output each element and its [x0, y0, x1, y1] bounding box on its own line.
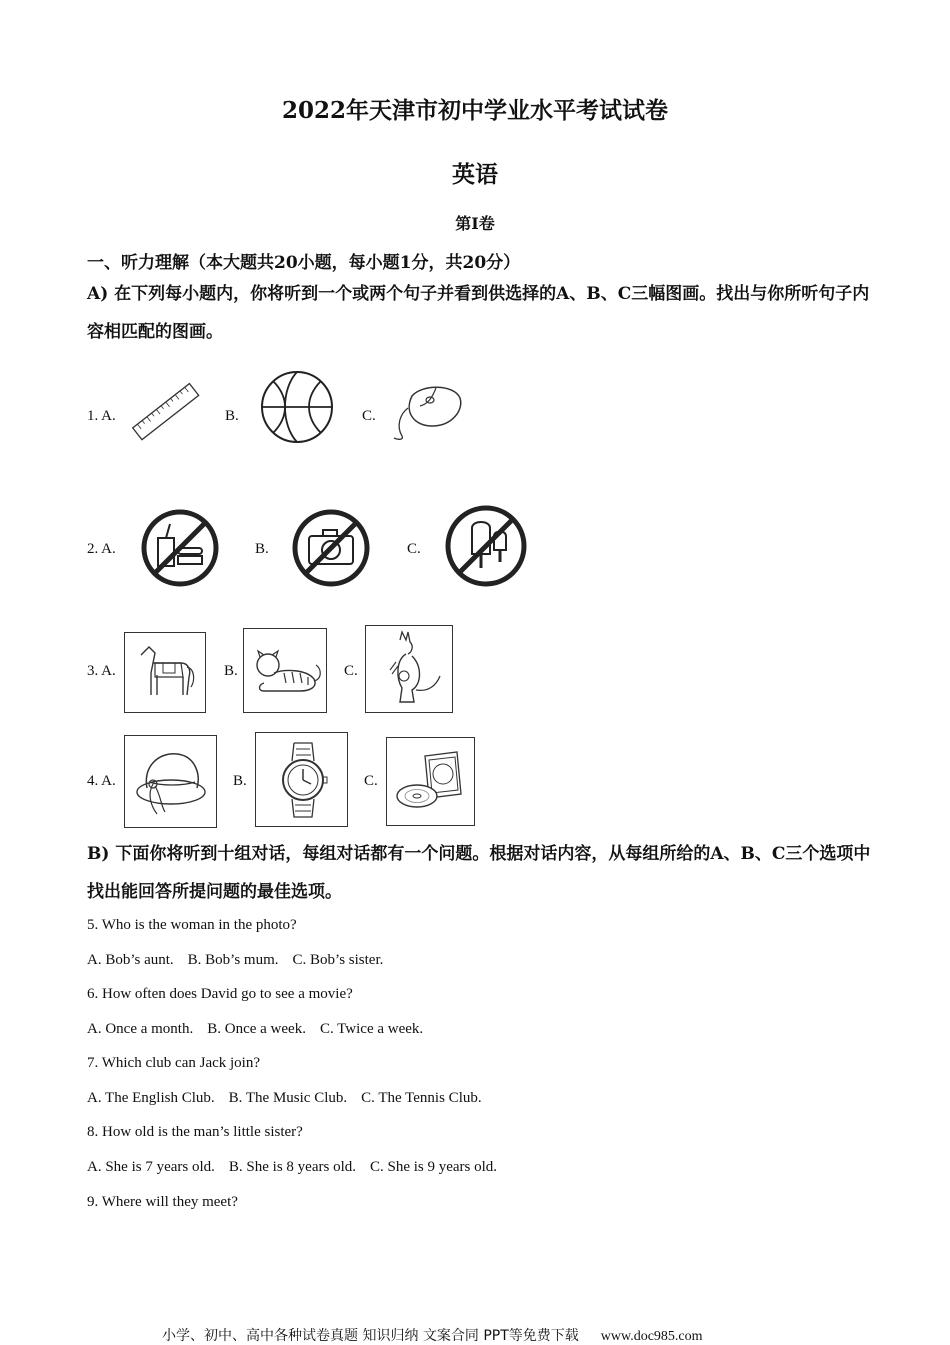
footer-text: 小学、初中、高中各种试卷真题 知识归纳 文案合同 PPT等免费下载 — [162, 1328, 579, 1344]
footer — [162, 1325, 703, 1345]
basketball-icon — [259, 369, 335, 445]
no-ice-cream-icon — [444, 504, 528, 588]
kangaroo-icon — [366, 626, 452, 712]
cd-icon — [387, 738, 474, 825]
q6-text: 6. How often does David go to see a movie? — [87, 986, 353, 1002]
footer-url[interactable]: www.doc985.com — [600, 1329, 703, 1344]
q6-option-b: B. Once a week. — [207, 1021, 306, 1037]
hat-picture — [124, 735, 217, 828]
no-camera-icon — [291, 508, 371, 588]
q7-options — [87, 1090, 482, 1107]
tiger-picture — [243, 628, 327, 713]
q8-options — [87, 1159, 497, 1176]
q8-text: 8. How old is the man’s little sister? — [87, 1124, 303, 1140]
q8-option-a: A. She is 7 years old. — [87, 1159, 215, 1175]
q5-options — [87, 952, 383, 969]
q4-b-label: B. — [233, 773, 247, 789]
watch-picture — [255, 732, 348, 827]
q2-c-label: C. — [407, 541, 421, 557]
q6-option-a: A. Once a month. — [87, 1021, 194, 1037]
section-a-instruction: A) 在下列每小题内，你将听到一个或两个句子并看到供选择的A、B、C三幅图画。找出与你所听句子内容相匹配的图画。 — [87, 284, 870, 342]
q3-c-label: C. — [344, 663, 358, 679]
section-b-instruction: B) 下面你将听到十组对话，每组对话都有一个问题。根据对话内容，从每组所给的A、B、C三个选项中找出能回答所提问题的最佳选项。 — [87, 844, 871, 902]
q5-option-c: C. Bob’s sister. — [292, 952, 384, 968]
horse-icon — [125, 633, 205, 712]
subject-title: 英语 — [452, 161, 498, 188]
q4-c-label: C. — [364, 773, 378, 789]
q4-label: 4. A. — [87, 773, 116, 789]
hat-icon — [125, 736, 216, 827]
q1-label: 1. A. — [87, 408, 116, 424]
q1-c-label: C. — [362, 408, 376, 424]
q1-b-label: B. — [225, 408, 239, 424]
tiger-icon — [244, 629, 326, 712]
q5-text: 5. Who is the woman in the photo? — [87, 917, 297, 933]
q7-text: 7. Which club can Jack join? — [87, 1055, 260, 1071]
listening-heading: 一、听力理解（本大题共20小题，每小题1分，共20分） — [87, 253, 521, 273]
q5-option-b: B. Bob’s mum. — [187, 952, 279, 968]
horse-picture — [124, 632, 206, 713]
q2-label: 2. A. — [87, 541, 116, 557]
volume-label: 第I卷 — [455, 214, 495, 233]
q8-option-c: C. She is 9 years old. — [369, 1159, 498, 1175]
q6-options — [87, 1021, 423, 1038]
kangaroo-picture — [365, 625, 453, 713]
page-title: 2022年天津市初中学业水平考试试卷 — [281, 97, 668, 124]
q3-b-label: B. — [224, 663, 238, 679]
computer-mouse-icon — [392, 382, 466, 442]
no-food-drink-icon — [140, 508, 220, 588]
q6-option-c: C. Twice a week. — [319, 1021, 424, 1037]
q7-option-b: B. The Music Club. — [228, 1090, 348, 1106]
q5-option-a: A. Bob’s aunt. — [87, 952, 174, 968]
q2-b-label: B. — [255, 541, 269, 557]
q9-text: 9. Where will they meet? — [87, 1194, 238, 1210]
q7-option-c: C. The Tennis Club. — [361, 1090, 482, 1106]
ruler-icon — [128, 380, 204, 444]
watch-icon — [256, 733, 347, 826]
q7-option-a: A. The English Club. — [87, 1090, 215, 1106]
q3-label: 3. A. — [87, 663, 116, 679]
q8-option-b: B. She is 8 years old. — [228, 1159, 356, 1175]
cd-picture — [386, 737, 475, 826]
